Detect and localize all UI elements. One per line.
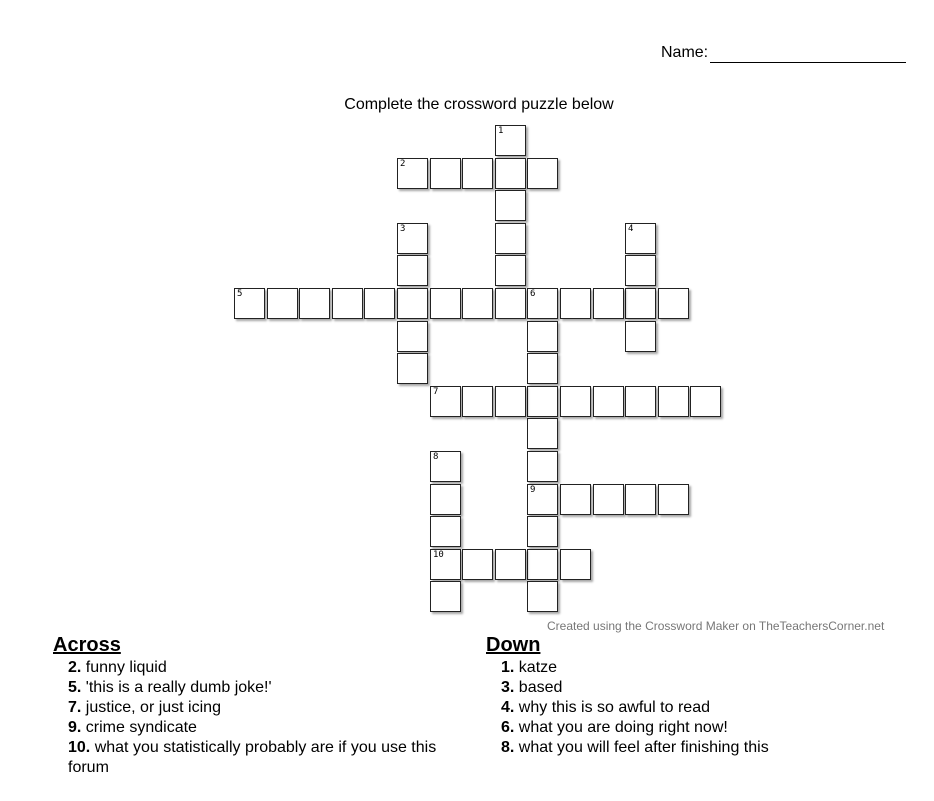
crossword-cell[interactable]	[593, 288, 624, 319]
crossword-cell[interactable]	[690, 386, 721, 417]
crossword-cell[interactable]	[495, 386, 526, 417]
crossword-cell[interactable]	[299, 288, 330, 319]
crossword-cell[interactable]	[495, 288, 526, 319]
clue-number: 4.	[501, 699, 515, 716]
crossword-cell[interactable]	[560, 386, 591, 417]
clue-number: 5.	[68, 679, 82, 696]
clue-text: funny liquid	[85, 659, 167, 676]
clue-text: based	[518, 679, 563, 696]
crossword-cell[interactable]	[495, 190, 526, 221]
cell-number: 5	[237, 289, 243, 299]
down-clue	[501, 738, 906, 758]
crossword-cell[interactable]	[527, 516, 558, 547]
clue-text: what you statistically probably are if you use this forum	[68, 739, 437, 776]
across-clue	[68, 738, 473, 778]
crossword-cell[interactable]	[397, 158, 428, 189]
clue-text: 'this is a really dumb joke!'	[85, 679, 272, 696]
crossword-cell[interactable]	[495, 223, 526, 254]
clue-number: 1.	[501, 659, 515, 676]
crossword-cell[interactable]	[658, 288, 689, 319]
across-clues	[53, 634, 473, 778]
down-clue	[501, 678, 906, 698]
crossword-cell[interactable]	[397, 321, 428, 352]
cell-number: 10	[433, 550, 444, 560]
across-heading: Across	[53, 634, 121, 656]
name-label: Name:	[661, 44, 709, 61]
clue-text: why this is so awful to read	[518, 699, 710, 716]
crossword-cell[interactable]	[625, 288, 656, 319]
crossword-cell[interactable]	[397, 288, 428, 319]
clue-number: 7.	[68, 699, 82, 716]
down-clues	[486, 634, 906, 758]
crossword-cell[interactable]	[495, 549, 526, 580]
clue-text: what you are doing right now!	[518, 719, 728, 736]
cell-number: 2	[400, 159, 406, 169]
crossword-cell[interactable]	[430, 386, 461, 417]
crossword-cell[interactable]	[658, 386, 689, 417]
name-line[interactable]	[710, 62, 906, 63]
cell-number: 7	[433, 387, 439, 397]
instructions: Complete the crossword puzzle below	[344, 96, 614, 113]
clue-number: 6.	[501, 719, 515, 736]
clue-number: 9.	[68, 719, 82, 736]
crossword-cell[interactable]	[527, 386, 558, 417]
crossword-cell[interactable]	[495, 125, 526, 156]
crossword-cell[interactable]	[527, 549, 558, 580]
crossword-cell[interactable]	[560, 484, 591, 515]
across-clue	[68, 698, 473, 718]
clue-text: katze	[518, 659, 558, 676]
crossword-cell[interactable]	[397, 223, 428, 254]
clue-text: justice, or just icing	[85, 699, 221, 716]
crossword-cell[interactable]	[527, 451, 558, 482]
crossword-cell[interactable]	[397, 255, 428, 286]
crossword-cell[interactable]	[625, 223, 656, 254]
crossword-cell[interactable]	[560, 549, 591, 580]
crossword-cell[interactable]	[593, 386, 624, 417]
crossword-cell[interactable]	[234, 288, 265, 319]
down-heading: Down	[486, 634, 541, 656]
crossword-cell[interactable]	[397, 353, 428, 384]
crossword-cell[interactable]	[658, 484, 689, 515]
clue-number: 10.	[68, 739, 91, 756]
crossword-cell[interactable]	[593, 484, 624, 515]
crossword-cell[interactable]	[462, 158, 493, 189]
crossword-cell[interactable]	[527, 484, 558, 515]
down-clue	[501, 698, 906, 718]
crossword-cell[interactable]	[364, 288, 395, 319]
crossword-cell[interactable]	[527, 581, 558, 612]
down-clue-list	[486, 658, 906, 758]
clue-number: 2.	[68, 659, 82, 676]
crossword-cell[interactable]	[625, 386, 656, 417]
cell-number: 6	[530, 289, 536, 299]
cell-number: 3	[400, 224, 406, 234]
clue-number: 3.	[501, 679, 515, 696]
crossword-cell[interactable]	[430, 549, 461, 580]
crossword-cell[interactable]	[430, 516, 461, 547]
cell-number: 4	[628, 224, 634, 234]
cell-number: 9	[530, 485, 536, 495]
credit-text: Created using the Crossword Maker on TheTeachersCorner.net	[547, 619, 885, 633]
crossword-cell[interactable]	[430, 451, 461, 482]
across-clue	[68, 718, 473, 738]
across-clue	[68, 678, 473, 698]
crossword-cell[interactable]	[332, 288, 363, 319]
clue-text: what you will feel after finishing this	[518, 739, 769, 756]
crossword-cell[interactable]	[527, 288, 558, 319]
cell-number: 1	[498, 126, 504, 136]
clue-number: 8.	[501, 739, 515, 756]
crossword-cell[interactable]	[625, 255, 656, 286]
crossword-cell[interactable]	[462, 549, 493, 580]
crossword-cell[interactable]	[527, 158, 558, 189]
crossword-cell[interactable]	[430, 484, 461, 515]
crossword-cell[interactable]	[462, 288, 493, 319]
across-clue-list	[53, 658, 473, 778]
cell-number: 8	[433, 452, 439, 462]
down-clue	[501, 658, 906, 678]
crossword-cell[interactable]	[625, 484, 656, 515]
crossword-cell[interactable]	[495, 255, 526, 286]
crossword-cell[interactable]	[625, 321, 656, 352]
crossword-cell[interactable]	[430, 581, 461, 612]
crossword-cell[interactable]	[430, 158, 461, 189]
down-clue	[501, 718, 906, 738]
crossword-cell[interactable]	[527, 321, 558, 352]
crossword-cell[interactable]	[560, 288, 591, 319]
crossword-cell[interactable]	[527, 353, 558, 384]
across-clue	[68, 658, 473, 678]
crossword-cell[interactable]	[495, 158, 526, 189]
crossword-cell[interactable]	[267, 288, 298, 319]
crossword-cell[interactable]	[430, 288, 461, 319]
crossword-cell[interactable]	[527, 418, 558, 449]
crossword-cell[interactable]	[462, 386, 493, 417]
clue-text: crime syndicate	[85, 719, 197, 736]
